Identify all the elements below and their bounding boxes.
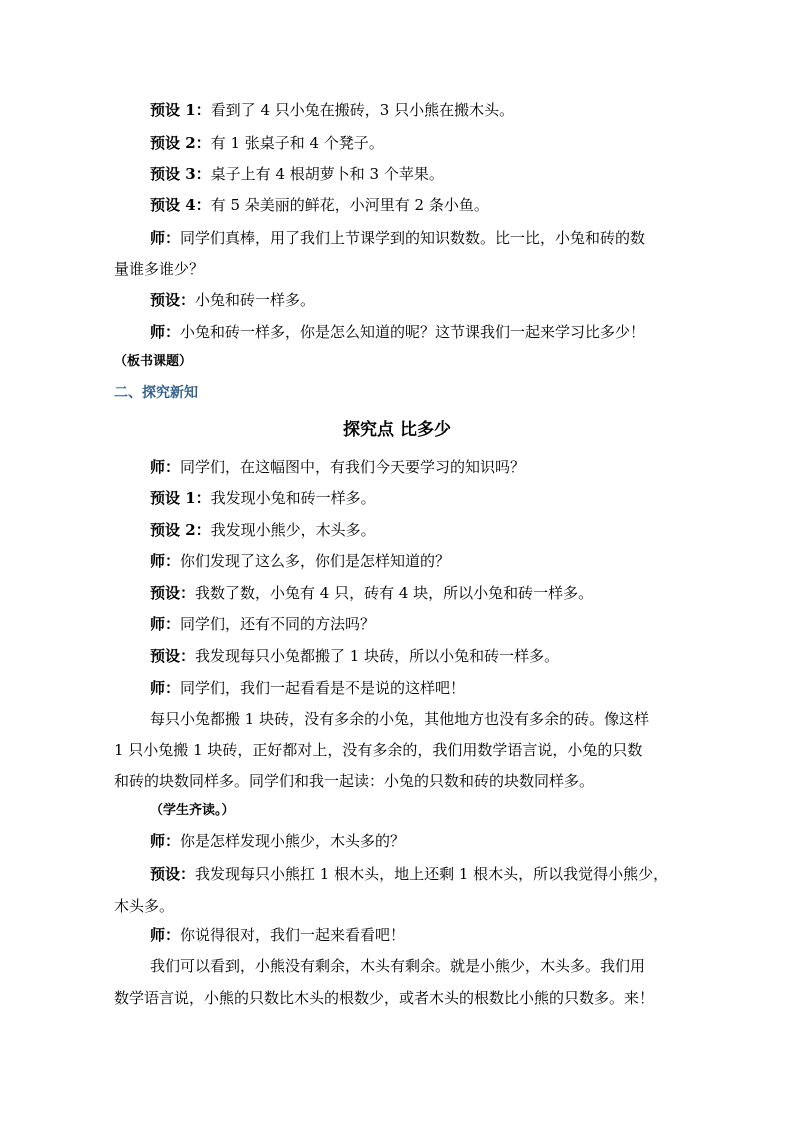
text: 1 只小兔搬 1 块砖，正好都对上，没有多余的，我们用数学语言说，小兔的只数 bbox=[114, 741, 643, 759]
student-note bbox=[150, 801, 235, 821]
teacher-line bbox=[150, 551, 450, 571]
label: 师： bbox=[150, 552, 181, 570]
label: 预设： bbox=[150, 584, 196, 602]
preset-line bbox=[150, 290, 315, 310]
label: 预设： bbox=[150, 647, 196, 665]
text: 你是怎样发现小熊少，木头多的？ bbox=[180, 832, 406, 850]
text: 和砖的块数同样多。同学们和我一起读：小兔的只数和砖的块数同样多。 bbox=[114, 772, 595, 790]
text: 我发现小兔和砖一样多。 bbox=[210, 489, 376, 507]
teacher-line bbox=[150, 228, 645, 248]
board-note bbox=[114, 352, 192, 372]
text: 我数了数，小兔有 4 只，砖有 4 块，所以小兔和砖一样多。 bbox=[195, 584, 594, 602]
text: 同学们真棒，用了我们上节课学到的知识数数。比一比，小兔和砖的数 bbox=[180, 229, 646, 247]
text: 同学们，我们一起看看是不是说的这样吧！ bbox=[180, 679, 466, 697]
text: 同学们，在这幅图中，有我们今天要学习的知识吗？ bbox=[180, 458, 526, 476]
preset-line bbox=[150, 864, 668, 884]
preset-line bbox=[150, 583, 593, 603]
text: 小兔和砖一样多。 bbox=[195, 291, 316, 309]
label: 预设 2： bbox=[150, 134, 211, 152]
text: 木头多。 bbox=[114, 897, 175, 915]
teacher-line bbox=[150, 831, 405, 851]
label: 预设 3： bbox=[150, 165, 211, 183]
teacher-line bbox=[150, 678, 465, 698]
label: 师： bbox=[150, 229, 181, 247]
preset-4-line bbox=[150, 195, 489, 215]
label: 师： bbox=[150, 926, 181, 944]
label: 师： bbox=[150, 323, 181, 341]
text: 我发现小熊少，木头多。 bbox=[210, 521, 376, 539]
page-title: 探究点 比多少 bbox=[343, 420, 451, 440]
text: 同学们，还有不同的方法吗？ bbox=[180, 615, 376, 633]
text: 我发现每只小熊扛 1 根木头，地上还剩 1 根木头，所以我觉得小熊少， bbox=[195, 865, 669, 883]
label: 预设 4： bbox=[150, 196, 211, 214]
label: 预设 1： bbox=[150, 489, 211, 507]
label: 预设： bbox=[150, 291, 196, 309]
preset-2-line bbox=[150, 520, 376, 540]
text: 桌子上有 4 根胡萝卜和 3 个苹果。 bbox=[210, 165, 444, 183]
text: （学生齐读。） bbox=[150, 803, 235, 818]
continuation-line bbox=[114, 896, 174, 916]
text: 你说得很对，我们一起来看看吧！ bbox=[180, 926, 406, 944]
paragraph-line bbox=[114, 988, 654, 1008]
paragraph-line bbox=[114, 771, 594, 791]
text: 量谁多谁少？ bbox=[114, 260, 205, 278]
text: 我发现每只小兔都搬了 1 块砖，所以小兔和砖一样多。 bbox=[195, 647, 560, 665]
teacher-line bbox=[150, 925, 405, 945]
preset-1-line bbox=[150, 488, 376, 508]
label: 师： bbox=[150, 458, 181, 476]
label: 预设 1： bbox=[150, 101, 211, 119]
teacher-line bbox=[150, 457, 525, 477]
section-heading: 二、探究新知 bbox=[114, 385, 198, 401]
preset-line bbox=[150, 646, 559, 666]
text: 有 5 朵美丽的鲜花，小河里有 2 条小鱼。 bbox=[210, 196, 489, 214]
label: 预设 2： bbox=[150, 521, 211, 539]
text: 小兔和砖一样多，你是怎么知道的呢？这节课我们一起来学习比多少！ bbox=[180, 323, 646, 341]
label: 师： bbox=[150, 615, 181, 633]
paragraph-line bbox=[150, 956, 645, 976]
continuation-line bbox=[114, 259, 204, 279]
text: 我们可以看到，小熊没有剩余，木头有剩余。就是小熊少，木头多。我们用 bbox=[150, 957, 646, 975]
label: 预设： bbox=[150, 865, 196, 883]
teacher-line bbox=[150, 322, 645, 342]
teacher-line bbox=[150, 614, 375, 634]
text: 数学语言说，小熊的只数比木头的根数少，或者木头的根数比小熊的只数多。来！ bbox=[114, 989, 655, 1007]
paragraph-line bbox=[114, 740, 642, 760]
label: 师： bbox=[150, 832, 181, 850]
paragraph-line bbox=[150, 709, 649, 729]
preset-3-line bbox=[150, 164, 444, 184]
preset-2-line bbox=[150, 133, 384, 153]
preset-1-line bbox=[150, 100, 514, 120]
text: 每只小兔都搬 1 块砖，没有多余的小兔，其他地方也没有多余的砖。像这样 bbox=[150, 710, 650, 728]
text: 有 1 张桌子和 4 个凳子。 bbox=[210, 134, 384, 152]
text: 看到了 4 只小兔在搬砖，3 只小熊在搬木头。 bbox=[210, 101, 515, 119]
text: 你们发现了这么多，你们是怎样知道的？ bbox=[180, 552, 451, 570]
text: （板书课题） bbox=[114, 354, 193, 369]
label: 师： bbox=[150, 679, 181, 697]
